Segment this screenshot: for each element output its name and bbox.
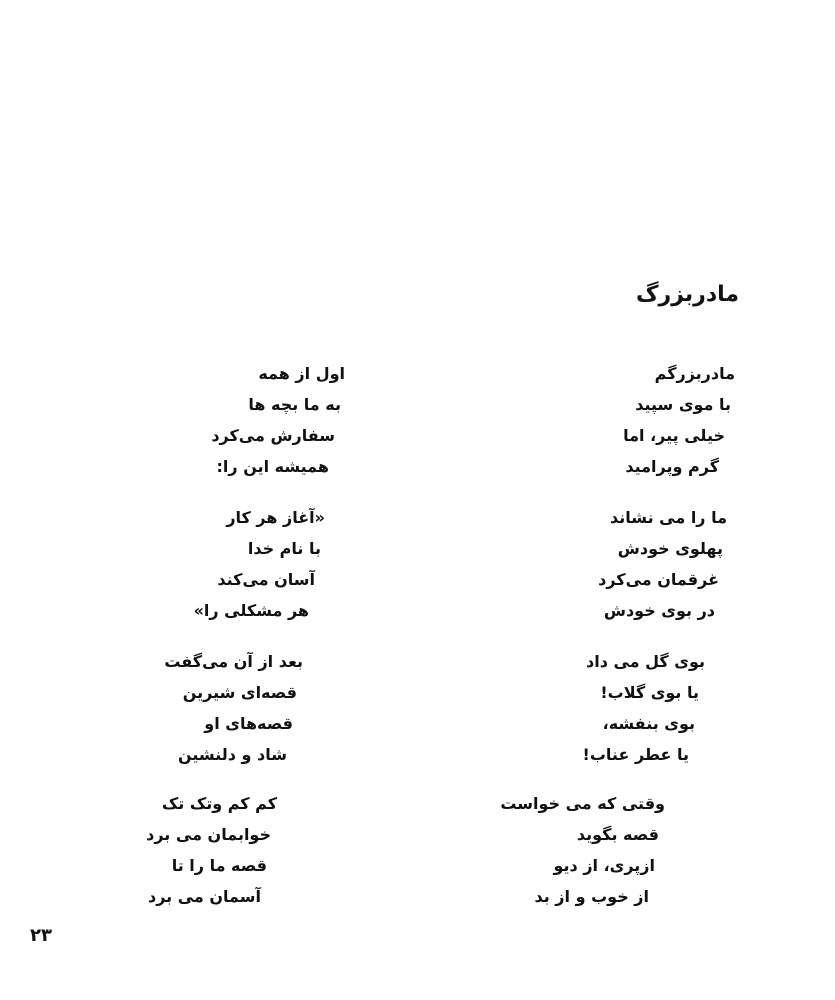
stanza-left-2 [25,502,345,626]
page-number: ۲۳ [30,925,52,946]
poem-line: قصه‌های او [204,714,293,733]
poem-line: ما را می نشاند [610,508,727,527]
stanza-right-4 [415,788,735,912]
poem-line: سفارش می‌کرد [211,426,335,445]
poem-line: بعد از آن می‌گفت [164,652,303,671]
poem-line: یا عطر عناب! [582,745,689,764]
poem-line: آسان می‌کند [217,570,315,589]
poem-line: آسمان می برد [147,887,261,906]
poem-line: قصه بگوید [576,825,659,844]
poem-line: پهلوی خودش [617,539,723,558]
stanza-right-1 [415,358,735,482]
poem-line: ازپری، از دیو [553,856,655,875]
poem-line: بوی گل می داد [586,652,705,671]
poem-line: در بوی خودش [603,601,715,620]
poem-line: یا بوی گلاب! [600,683,699,702]
stanza-right-2 [415,502,735,626]
poem-line: مادربزرگم [654,364,735,383]
poem-line: بوی بنفشه، [602,714,695,733]
poem-line: از خوب و از بد [534,887,649,906]
poem-line: با موی سپید [635,395,731,414]
poem-line: «آغاز هر کار [226,508,325,527]
poem-line: با نام خدا [247,539,321,558]
stanza-left-4 [25,788,345,912]
poem-line: خیلی پیر، اما [623,426,725,445]
poem-line: هر مشکلی را» [193,601,309,620]
poem-line: گرم وپرامید [625,457,719,476]
page-title: مادربزرگ [636,282,739,307]
poem-line: به ما بچه ها [248,395,341,414]
poem-line: وقتی که می خواست [500,794,665,813]
poem-line: کم کم وتک تک [161,794,277,813]
poem-line: غرقمان می‌کرد [598,570,719,589]
poem-line: اول از همه [258,364,345,383]
poem-line: همیشه این را: [216,457,329,476]
stanza-left-1 [25,358,345,482]
poem-line: قصه ما را تا [171,856,267,875]
stanza-left-3 [25,646,345,770]
poem-line: قصه‌ای شیرین [182,683,297,702]
stanza-right-3 [415,646,735,770]
poem-line: شاد و دلنشین [178,745,287,764]
poem-line: خوابمان می برد [146,825,271,844]
